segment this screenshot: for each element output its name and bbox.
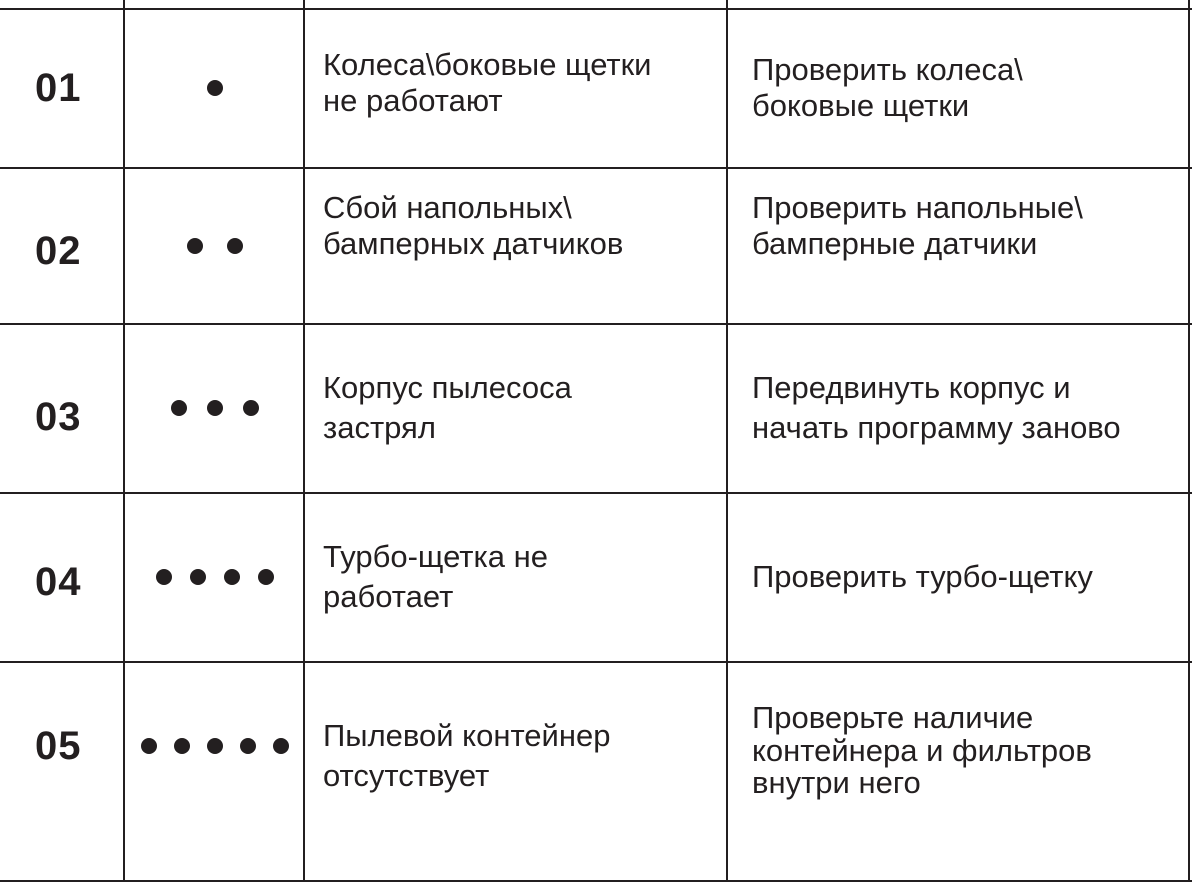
indicator-dots [125,9,304,167]
problem-text: Корпус пылесоса застрял [323,369,572,445]
indicator-dot [187,238,203,254]
indicator-dots [125,662,304,880]
indicator-dot [171,400,187,416]
indicator-dot [174,738,190,754]
solution-text: Проверьте наличие контейнера и фильтров внутри него [752,700,1092,801]
table-row [0,493,1192,661]
table-row [0,9,1192,167]
indicator-dot [207,738,223,754]
indicator-dots [125,168,304,323]
indicator-dots [125,493,304,661]
solution-text: Проверить колеса\ боковые щетки [752,52,1023,123]
indicator-dot [190,569,206,585]
problem-text: Турбо-щетка не работает [323,538,548,614]
indicator-dots [125,324,304,492]
indicator-dot [258,569,274,585]
indicator-dot [243,400,259,416]
indicator-dot [156,569,172,585]
table-row [0,324,1192,492]
solution-text: Проверить напольные\ бамперные датчики [752,189,1083,261]
solution-text: Проверить турбо-щетку [752,559,1093,595]
indicator-dot [227,238,243,254]
error-number: 05 [35,723,82,768]
solution-text: Передвинуть корпус и начать программу заново [752,369,1121,445]
indicator-dot [224,569,240,585]
error-number: 03 [35,394,82,439]
indicator-dot [207,400,223,416]
indicator-dot [207,80,223,96]
table-bottom-border [0,880,1192,882]
error-number: 04 [35,559,82,604]
table-row [0,168,1192,323]
indicator-dot [141,738,157,754]
indicator-dot [240,738,256,754]
problem-text: Сбой напольных\ бамперных датчиков [323,189,624,261]
table-row [0,662,1192,880]
problem-text: Колеса\боковые щетки не работают [323,47,652,118]
indicator-dot [273,738,289,754]
problem-text: Пылевой контейнер отсутствует [323,717,611,793]
error-number: 01 [35,65,82,110]
error-number: 02 [35,229,82,273]
